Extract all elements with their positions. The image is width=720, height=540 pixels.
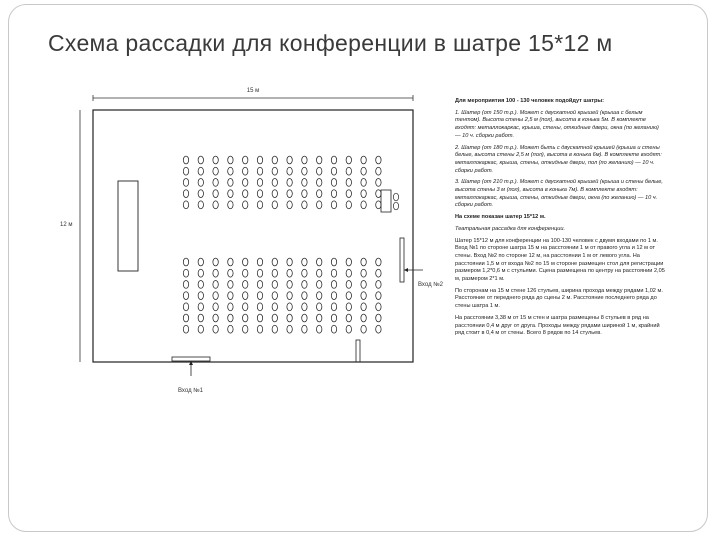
chair-bottom-block	[346, 258, 351, 266]
chair-bottom-block	[213, 303, 218, 311]
entrance-2-label: Вход №2	[418, 282, 444, 288]
chair-top-block	[331, 179, 336, 187]
notes-panel	[455, 98, 665, 342]
chair-bottom-block	[213, 281, 218, 289]
chair-bottom-block	[376, 281, 381, 289]
notes-paragraph-3: 3. Шатер (от 210 т.р.). Может с двускатной крышей (крыша и стены белые, высота стены 3 м (пол), высота в конька 7м). В комплекте входят: металлокаркас, крыша, стены, откидные двери, окна (по желанию) — 10 ч. сборки работ.	[455, 179, 663, 209]
chair-bottom-block	[183, 258, 188, 266]
chair-top-block	[317, 156, 322, 164]
chair-bottom-block	[243, 281, 248, 289]
chair-bottom-block	[302, 258, 307, 266]
chair-top-block	[376, 190, 381, 198]
chair-bottom-block	[361, 303, 366, 311]
chair-top-block	[317, 179, 322, 187]
chair-bottom-block	[183, 281, 188, 289]
chair-bottom-block	[376, 303, 381, 311]
entrance-2-arrowhead	[404, 268, 408, 272]
chair-top-block	[228, 179, 233, 187]
chair-bottom-block	[228, 281, 233, 289]
chair-bottom-block	[376, 325, 381, 333]
chair-bottom-block	[302, 269, 307, 277]
notes-paragraph-2: 2. Шатер (от 180 т.р.). Может быть с двускатной крышей (крыша и стены белые, высота стены 2,5 м (пол), высота в конька 6м). В комплекте входят: металлокаркас, крыша, стены, откидные двери, пол (по желанию) — 10 ч. сборки работ.	[455, 144, 662, 174]
chair-bottom-block	[228, 269, 233, 277]
chair-bottom-block	[302, 281, 307, 289]
chair-bottom-block	[302, 314, 307, 322]
chair-bottom-block	[243, 303, 248, 311]
chair-top-block	[243, 167, 248, 175]
chair-bottom-block	[287, 314, 292, 322]
chair-bottom-block	[361, 292, 366, 300]
chair-top-block	[331, 156, 336, 164]
chair-top-block	[198, 201, 203, 209]
chair-bottom-block	[257, 269, 262, 277]
chair-top-block	[331, 167, 336, 175]
chair-top-block	[198, 167, 203, 175]
notes-paragraph-4: На схеме показан шатер 15*12 м.	[455, 214, 546, 221]
chair-top-block	[302, 201, 307, 209]
chair-bottom-block	[228, 292, 233, 300]
notes-paragraph-7: По сторонам на 15 м стене 126 стульев, ширина прохода между рядами 1,02 м. Расстояние от переднего ряда до сцены 2 м. Расстояние последнего ряда до стены шатра 1 м.	[455, 287, 663, 310]
chair-bottom-block	[243, 292, 248, 300]
chair-top-block	[317, 167, 322, 175]
chair-bottom-block	[331, 258, 336, 266]
chair-bottom-block	[317, 258, 322, 266]
chair-bottom-block	[331, 314, 336, 322]
chair-bottom-block	[228, 314, 233, 322]
chair-top-block	[287, 179, 292, 187]
chair-top-block	[213, 190, 218, 198]
width-label: 15 м	[246, 88, 260, 94]
chair-bottom-block	[257, 258, 262, 266]
entrance-side-door	[356, 340, 360, 362]
chair-top-block	[376, 179, 381, 187]
chair-bottom-block	[183, 314, 188, 322]
chair-bottom-block	[317, 303, 322, 311]
chair-top-block	[228, 156, 233, 164]
chair-top-block	[317, 190, 322, 198]
chair-bottom-block	[213, 314, 218, 322]
chair-bottom-block	[287, 269, 292, 277]
chair-top-block	[287, 201, 292, 209]
notes-paragraph-5: Театральная рассадка для конференции.	[455, 225, 566, 232]
chair-bottom-block	[272, 292, 277, 300]
tent-outline	[93, 110, 413, 362]
chair-bottom-block	[331, 303, 336, 311]
chair-top-block	[346, 167, 351, 175]
chair-top-block	[213, 167, 218, 175]
chair-bottom-block	[213, 292, 218, 300]
chair-bottom-block	[376, 314, 381, 322]
chair-bottom-block	[361, 325, 366, 333]
chair-bottom-block	[376, 258, 381, 266]
chair-top-block	[361, 156, 366, 164]
chair-top-block	[361, 190, 366, 198]
chair-top-block	[272, 167, 277, 175]
chair-top-block	[331, 201, 336, 209]
chair-bottom-block	[198, 314, 203, 322]
chair-bottom-block	[331, 269, 336, 277]
chair-bottom-block	[346, 325, 351, 333]
chair-bottom-block	[183, 269, 188, 277]
chair-bottom-block	[302, 292, 307, 300]
registration-chair	[393, 202, 398, 210]
chair-bottom-block	[213, 269, 218, 277]
chair-bottom-block	[361, 258, 366, 266]
chair-top-block	[213, 179, 218, 187]
chair-bottom-block	[272, 258, 277, 266]
chair-top-block	[257, 179, 262, 187]
chair-bottom-block	[257, 303, 262, 311]
chair-bottom-block	[198, 258, 203, 266]
chair-bottom-block	[317, 281, 322, 289]
chair-top-block	[243, 156, 248, 164]
chair-top-block	[331, 190, 336, 198]
chair-top-block	[257, 190, 262, 198]
chair-top-block	[228, 167, 233, 175]
chair-bottom-block	[228, 303, 233, 311]
chair-bottom-block	[331, 281, 336, 289]
registration-chair	[393, 193, 398, 201]
chair-top-block	[243, 179, 248, 187]
chair-top-block	[228, 201, 233, 209]
chair-bottom-block	[213, 258, 218, 266]
entrance-1-label: Вход №1	[178, 388, 204, 394]
notes-paragraph-6: Шатер 15*12 м для конференции на 100-130 человек с двумя входами по 1 м. Вход №1 по стороне шатра 15 м на расстоянии 1 м от правого угла и 12 м от стены. Вход №2 по стороне 12 м, на расстоянии 1 м от левого угла. На расстоянии 1,5 м от входа №2 по 15 м стороне размещен стол для регистрации размером 1,2*0,6 м с стульями. Сцена размещена по центру на расстоянии 2,05 м, размером 2*1 м.	[455, 237, 665, 283]
chair-bottom-block	[257, 292, 262, 300]
chair-top-block	[346, 201, 351, 209]
chair-top-block	[302, 190, 307, 198]
chair-top-block	[183, 201, 188, 209]
chair-top-block	[198, 156, 203, 164]
chair-bottom-block	[287, 303, 292, 311]
chair-top-block	[183, 167, 188, 175]
chair-top-block	[317, 201, 322, 209]
entrance-2-door	[400, 238, 404, 282]
height-label: 12 м	[60, 222, 73, 228]
stage	[118, 181, 138, 271]
chair-top-block	[183, 190, 188, 198]
chair-bottom-block	[228, 258, 233, 266]
chair-bottom-block	[302, 303, 307, 311]
chair-top-block	[346, 156, 351, 164]
chair-bottom-block	[243, 314, 248, 322]
chair-bottom-block	[213, 325, 218, 333]
chair-bottom-block	[198, 325, 203, 333]
registration-desk	[381, 190, 391, 212]
chair-top-block	[376, 156, 381, 164]
chair-top-block	[183, 179, 188, 187]
chair-bottom-block	[287, 325, 292, 333]
chair-top-block	[376, 201, 381, 209]
chair-top-block	[243, 190, 248, 198]
chair-top-block	[243, 201, 248, 209]
chair-bottom-block	[198, 292, 203, 300]
chair-bottom-block	[183, 325, 188, 333]
chair-bottom-block	[302, 325, 307, 333]
chair-bottom-block	[361, 269, 366, 277]
chair-bottom-block	[317, 325, 322, 333]
chair-bottom-block	[287, 258, 292, 266]
notes-heading: Для мероприятия 100 - 130 человек подойдут шатры:	[455, 98, 604, 104]
chair-top-block	[287, 156, 292, 164]
chair-bottom-block	[331, 292, 336, 300]
chair-bottom-block	[272, 314, 277, 322]
chair-top-block	[361, 179, 366, 187]
chair-top-block	[376, 167, 381, 175]
chair-top-block	[302, 167, 307, 175]
chair-top-block	[287, 190, 292, 198]
chair-bottom-block	[257, 325, 262, 333]
chair-bottom-block	[272, 325, 277, 333]
chair-bottom-block	[243, 269, 248, 277]
chair-top-block	[198, 190, 203, 198]
chairs-group	[183, 156, 381, 333]
chair-bottom-block	[272, 269, 277, 277]
chair-top-block	[346, 179, 351, 187]
chair-bottom-block	[272, 303, 277, 311]
notes-paragraph-8: На расстоянии 3,38 м от 15 м стен и шатра размещены 8 стульев в ряд на расстоянии 0,4 м друг от друга. Проходы между рядами шириной 1 м, крайний ряд стоит в 0,4 м от стены. Всего 8 рядов по 14 стульев.	[455, 314, 660, 337]
chair-top-block	[213, 156, 218, 164]
slide-title: Схема рассадки для конференции в шатре 15*12 м	[48, 30, 613, 56]
chair-bottom-block	[183, 292, 188, 300]
chair-bottom-block	[361, 314, 366, 322]
chair-bottom-block	[228, 325, 233, 333]
chair-top-block	[228, 190, 233, 198]
chair-top-block	[198, 179, 203, 187]
chair-bottom-block	[317, 292, 322, 300]
chair-bottom-block	[287, 281, 292, 289]
chair-top-block	[257, 201, 262, 209]
notes-paragraph-1: 1. Шатер (от 150 т.р.). Может с двускатной крышей (крыша с белым тентом). Высота стены 2,5 м (пол), высота в конька 5м. В комплекте входят: металлокаркас, крыша, стены, откидные двери, окна (по желанию) — 10 ч. сборки работ.	[455, 109, 659, 139]
chair-top-block	[272, 201, 277, 209]
chair-bottom-block	[317, 314, 322, 322]
chair-bottom-block	[287, 292, 292, 300]
chair-top-block	[287, 167, 292, 175]
chair-top-block	[272, 179, 277, 187]
chair-bottom-block	[257, 281, 262, 289]
chair-bottom-block	[346, 314, 351, 322]
chair-top-block	[361, 201, 366, 209]
chair-bottom-block	[346, 303, 351, 311]
chair-top-block	[302, 156, 307, 164]
chair-top-block	[272, 190, 277, 198]
chair-top-block	[346, 190, 351, 198]
chair-bottom-block	[331, 325, 336, 333]
chair-bottom-block	[361, 281, 366, 289]
chair-bottom-block	[346, 269, 351, 277]
chair-bottom-block	[198, 269, 203, 277]
chair-bottom-block	[198, 303, 203, 311]
chair-top-block	[183, 156, 188, 164]
chair-top-block	[272, 156, 277, 164]
chair-bottom-block	[317, 269, 322, 277]
chair-top-block	[257, 156, 262, 164]
chair-top-block	[257, 167, 262, 175]
chair-bottom-block	[346, 292, 351, 300]
chair-top-block	[361, 167, 366, 175]
chair-bottom-block	[376, 292, 381, 300]
chair-bottom-block	[198, 281, 203, 289]
chair-bottom-block	[183, 303, 188, 311]
chair-bottom-block	[257, 314, 262, 322]
chair-top-block	[302, 179, 307, 187]
entrance-1-door	[172, 357, 210, 361]
chair-bottom-block	[376, 269, 381, 277]
chair-bottom-block	[272, 281, 277, 289]
chair-top-block	[213, 201, 218, 209]
chair-bottom-block	[243, 325, 248, 333]
chair-bottom-block	[243, 258, 248, 266]
chair-bottom-block	[346, 281, 351, 289]
